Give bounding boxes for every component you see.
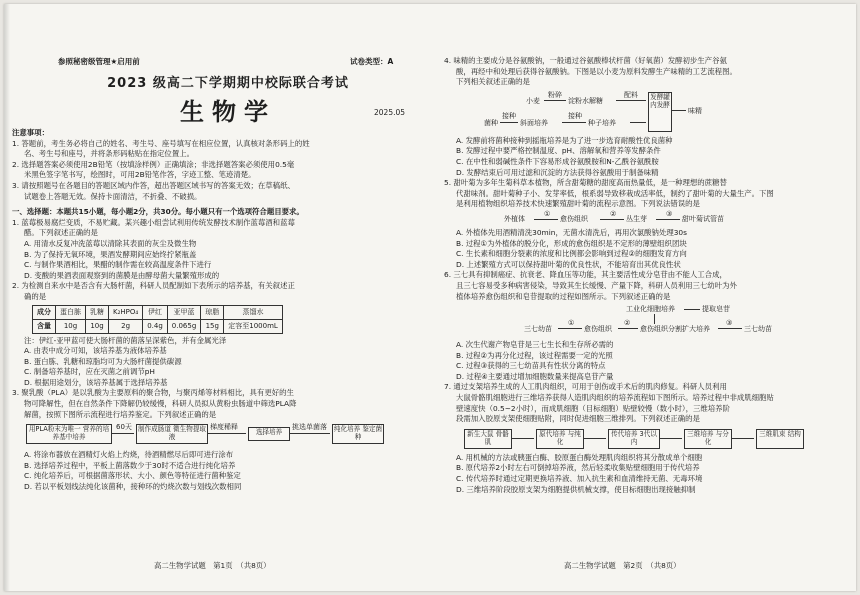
q4-flow-diagram (444, 90, 852, 134)
flow-box: 选择培养 (248, 427, 290, 441)
exam-sheet (4, 4, 856, 591)
medium-table (32, 305, 283, 334)
flow-node: 工业化细胞培养 (626, 305, 675, 314)
flow-node: 丛生芽 (626, 214, 647, 223)
flow-arrow-label: ③ (666, 209, 673, 218)
flow-node: 小麦 (526, 96, 540, 105)
flow-box: 发酵罐内发酵 (648, 92, 672, 132)
flow-node: 味精 (688, 106, 702, 115)
footer-right: 高二生物学试题 第2页 （共8页） (564, 561, 681, 570)
flow-arrow-label: 挑选单菌落 (292, 423, 327, 432)
flow-node: 外植体 (504, 214, 525, 223)
table-cell: 伊红 (143, 305, 168, 319)
q3-option: C. 纯化培养后，可根据菌落形状、大小、颜色等特征进行菌种鉴定 (24, 471, 241, 481)
flow-arrow-label: ③ (726, 319, 733, 328)
table-cell: 蒸馏水 (224, 305, 283, 319)
q5-option: C. 生长素和细胞分裂素的浓度和比例都会影响到过程②的细胞发育方向 (456, 249, 687, 259)
q6-option: C. 过程③获得的三七幼苗具有性状分离的特点 (456, 361, 606, 371)
q1-stem: 醋。下列叙述正确的是 (24, 228, 98, 238)
q4-option: B. 发酵过程中要严格控制温度、pH、溶解氧和营养等发酵条件 (456, 146, 661, 156)
exam-date: 2025.05 (374, 108, 406, 117)
flow-arrow-label: ② (624, 319, 631, 328)
exam-title: 2023 级高二下学期期中校际联合考试 (107, 76, 349, 91)
q5-option: A. 外植体先用酒精清洗30min，无菌水清洗后，再用次氯酸钠处理30s (456, 227, 687, 237)
flow-box: 三维培养 与分化 (684, 429, 732, 449)
q3-stem: 3. 聚乳酸（PLA）是以乳酸为主要原料的聚合物，与聚丙烯等材料相比，具有更好的生 (12, 388, 294, 398)
q6-option: B. 过程②为再分化过程，该过程需要一定的光照 (456, 350, 613, 360)
flow-arrow-label: 60天 (116, 423, 132, 432)
flow-arrow (208, 433, 246, 434)
table-cell: 15g (201, 319, 224, 333)
flow-arrow (684, 309, 700, 310)
q2-note: 注：伊红-亚甲蓝可使大肠杆菌的菌落呈深紫色，并有金属光泽 (24, 335, 227, 345)
q6-stem: 且三七容易受多种病害侵染，导致其生长缓慢、产量下降，科研人员利用三七幼叶为外 (456, 280, 737, 290)
notes-line: 2. 选择题答案必须使用2B铅笔（按填涂样例）正确填涂；非选择题答案必须使用0.5毫 (12, 159, 295, 169)
flow-arrow-label: 接种 (568, 111, 582, 120)
q3-stem: 物可降解性，但在自然条件下降解仍较缓慢，科研人员拟从黄粉虫肠道中筛选PLA降 (24, 399, 297, 409)
notes-line: 1. 答题前，考生务必将自己的姓名、考生号、座号填写在相应位置，认真核对条形码上的姓 (12, 138, 310, 148)
q6-stem: 植体培养愈伤组织和皂苷提取的过程如图所示。下列叙述正确的是 (456, 291, 671, 301)
notes-line: 名、考生号和座号，并将条形码粘贴在指定位置上。 (24, 149, 194, 159)
table-cell: 含量 (33, 319, 56, 333)
q5-stem: 是利用植物组织培养技术快速繁殖甜叶菊的流程示意图。下列说法错误的是 (456, 199, 700, 209)
q1-option: B. 为了保持无氧环境，果酒发酵期间应始终拧紧瓶盖 (24, 249, 197, 259)
flow-box: 纯化培养 鉴定菌种 (332, 424, 384, 444)
table-cell: 2g (109, 319, 143, 333)
q5-flow-diagram (444, 209, 852, 226)
q2-stem: 2. 为检测自来水中是否含有大肠杆菌，科研人员配制如下表所示的培养基，有关叙述正 (12, 281, 295, 291)
q4-option: A. 发酵前将菌种接种到摇瓶培养是为了进一步选育耐酸性优良菌种 (456, 135, 673, 145)
flow-arrow (500, 122, 518, 123)
q2-option: A. 由表中成分可知，该培养基为液体培养基 (24, 346, 167, 356)
q7-option: D. 三维培养阶段胶原支架为细胞提供机械支撑，使目标细胞出现接触抑制 (456, 484, 696, 494)
table-cell: 乳糖 (86, 305, 109, 319)
flow-node: 愈伤组织 (560, 214, 588, 223)
q3-flow-diagram (12, 422, 420, 448)
flow-box: 新生大鼠 骨骼肌 (464, 429, 512, 449)
q7-stem: 段需加入胶原支架使细胞贴附，同时促进细胞三维排列。下列叙述正确的是 (456, 414, 700, 424)
flow-arrow-label: ② (610, 209, 617, 218)
table-cell: 蛋白胨 (56, 305, 86, 319)
table-cell: 0.4g (143, 319, 168, 333)
flow-arrow (616, 100, 646, 101)
q2-option: C. 制备培养基时，应在灭菌之前调节pH (24, 367, 155, 377)
q1-option: A. 用清水反复冲洗蓝莓以清除其表面的灰尘及微生物 (24, 238, 197, 248)
flow-node: 愈伤组织分割扩大培养 (640, 325, 710, 334)
table-cell: 10g (86, 319, 109, 333)
notes-line: 试题卷上答题无效。保持卡面清洁，不折叠、不破损。 (24, 191, 202, 201)
flow-arrow-label: 配料 (624, 90, 638, 99)
right-column (444, 56, 852, 495)
flow-node: 三七幼苗 (744, 325, 772, 334)
flow-box: 原代培养 与纯化 (536, 429, 584, 449)
flow-arrow (600, 219, 624, 220)
subject-title: 生物学 (180, 97, 276, 126)
q5-option: B. 过程①为外植体的脱分化，形成的愈伤组织是不定形的薄壁组织团块 (456, 238, 687, 248)
secret-label: 参照秘密级管理★启用前 (58, 57, 140, 66)
flow-node: 菌种 (484, 118, 498, 127)
flow-arrow (618, 328, 638, 329)
table-cell: 10g (56, 319, 86, 333)
q6-option: D. 过程④主要通过增加细胞数量来提高皂苷产量 (456, 371, 614, 381)
q6-flow-diagram (444, 304, 852, 338)
q1-stem: 1. 蓝莓极易腐烂变质，不易贮藏。某兴趣小组尝试利用传统发酵技术制作蓝莓酒和蓝莓 (12, 217, 295, 227)
flow-arrow (718, 328, 742, 329)
q7-option: C. 传代培养时通过定期更换培养液、加入抗生素和血清维持无菌、无毒环境 (456, 474, 703, 484)
q2-stem: 确的是 (24, 291, 47, 301)
flow-arrow-label: 梯度稀释 (210, 423, 238, 432)
table-cell: 0.065g (167, 319, 200, 333)
left-column (12, 128, 420, 493)
flow-arrow (544, 100, 566, 101)
flow-node: 愈伤组织 (584, 325, 612, 334)
q7-stem: 壁速度快（0.5~2小时），而成肌细胞（目标细胞）贴壁较慢（数小时），三维培养阶 (456, 403, 730, 413)
table-cell: K₂HPO₄ (109, 305, 143, 319)
q3-option: D. 若以平板划线法纯化该菌种，接种环的灼烧次数与划线次数相同 (24, 482, 242, 492)
flow-arrow (584, 438, 606, 439)
q7-stem: 大鼠骨骼肌细胞进行三维培养获得人造肌肉组织的培养流程如下图所示。培养过程中非成肌细胞贴 (456, 393, 774, 403)
q3-option: A. 将涂布器放在酒精灯火焰上灼烧，待酒精燃尽后即可进行涂布 (24, 450, 234, 460)
q6-option: A. 次生代谢产物皂苷是三七生长和生存所必需的 (456, 340, 614, 350)
q5-option: D. 上述繁殖方式可以保持甜叶菊的优良性状，不能培育出其优良性状 (456, 259, 681, 269)
flow-arrow-label: 接种 (502, 111, 516, 120)
q4-stem: 下列相关叙述正确的是 (456, 77, 530, 87)
q4-stem: 4. 味精的主要成分是谷氨酸钠，一般通过谷氨酸棒状杆菌（好氧菌）发酵初步生产谷氨 (444, 56, 727, 65)
flow-arrow (112, 433, 134, 434)
flow-node: 甜叶菊试管苗 (682, 214, 724, 223)
table-row (33, 305, 283, 319)
q2-option: D. 根据用途划分，该培养基属于选择培养基 (24, 377, 168, 387)
flow-arrow (654, 314, 655, 324)
table-cell: 定容至1000mL (224, 319, 283, 333)
flow-box: 三维肌束 结构 (756, 429, 804, 449)
q7-flow-diagram (444, 427, 852, 451)
flow-arrow-label: ① (568, 319, 575, 328)
flow-box: 用PLA粉末为唯一 营养的培养基中培养 (26, 424, 112, 444)
notes-title: 注意事项： (12, 128, 49, 137)
flow-arrow (562, 122, 586, 123)
q3-stem: 解菌，按照下图所示流程进行培养鉴定。下列叙述正确的是 (24, 409, 217, 419)
flow-arrow (290, 433, 330, 434)
flow-arrow (672, 110, 686, 111)
table-cell: 成分 (33, 305, 56, 319)
flow-node: 斜面培养 (520, 118, 548, 127)
flow-arrow (656, 219, 680, 220)
paper-type-label: 试卷类型：A (350, 57, 394, 66)
q6-stem: 6. 三七具有抑制癌症、抗衰老、降血压等功能，其主要活性成分皂苷由不能人工合成， (444, 270, 727, 280)
q2-option: B. 蛋白胨、乳糖和琼脂均可为大肠杆菌提供碳源 (24, 356, 182, 366)
table-cell: 琼脂 (201, 305, 224, 319)
q5-stem: 5. 甜叶菊为多年生菊科草本植物，所含甜菊糖的甜度高而热量低，是一种理想的蔗糖替 (444, 178, 727, 188)
q7-stem: 7. 通过支架培养生成的人工肌肉组织，可用于创伤或手术后的肌肉修复。科研人员利用 (444, 382, 727, 392)
flow-box: 制作成肠道 微生物提取液 (136, 424, 208, 444)
flow-arrow (660, 438, 682, 439)
table-cell: 亚甲蓝 (167, 305, 200, 319)
footer-left: 高二生物学试题 第1页 （共8页） (154, 561, 271, 570)
q3-option: B. 选择培养过程中，平板上菌落数少于30时不适合进行纯化培养 (24, 460, 236, 470)
q1-option: C. 与制作果酒相比，果醋的制作需在较高温度条件下进行 (24, 260, 212, 270)
flow-node: 淀粉水解糖 (568, 96, 603, 105)
notes-line: 3. 请按照题号在各题目的答题区域内作答，超出答题区域书写的答案无效；在草稿纸、 (12, 180, 295, 190)
flow-node: 种子培养 (588, 118, 616, 127)
notes-line: 米黑色签字笔书写，绘图时，可用2B铅笔作答，字迹工整、笔迹清楚。 (24, 170, 256, 180)
flow-arrow (512, 438, 534, 439)
q7-option: A. 用机械的方法或胰蛋白酶、胶原蛋白酶处理肌肉组织将其分散成单个细胞 (456, 452, 703, 462)
flow-arrow-label: ① (544, 209, 551, 218)
flow-box: 传代培养 3代以内 (608, 429, 660, 449)
flow-arrow-label: 粉碎 (548, 90, 562, 99)
flow-arrow (630, 122, 646, 123)
q1-option: D. 变酸的果酒表面观察到的菌膜是由酵母菌大量繁殖形成的 (24, 270, 220, 280)
q4-option: C. 在中性和弱碱性条件下容易形成谷氨酰胺和N-乙酰谷氨酰胺 (456, 156, 659, 166)
q5-stem: 代甜味剂。甜叶菊种子小、发芽率低，根系弱导致移栽成活率低，制约了甜叶菊的大量生产。下图 (456, 188, 774, 198)
flow-node: 三七幼苗 (524, 325, 552, 334)
section-one-heading: 一、选择题：本题共15小题，每小题2分，共30分。每小题只有一个选项符合题目要求。 (12, 207, 304, 217)
table-row (33, 319, 283, 333)
flow-node: 提取皂苷 (702, 305, 730, 314)
q4-option: D. 发酵结束后可用过滤和沉淀的方法获得谷氨酸用于制备味精 (456, 167, 659, 177)
q4-stem: 酸，再经中和处理后获得谷氨酸钠。下图是以小麦为原料发酵生产味精的工艺流程图。 (456, 66, 737, 76)
flow-arrow (732, 438, 754, 439)
flow-arrow (534, 219, 558, 220)
flow-arrow (558, 328, 582, 329)
q7-option: B. 原代培养2小时左右可倒掉培养液，然后轻柔收集贴壁细胞用于传代培养 (456, 463, 700, 473)
